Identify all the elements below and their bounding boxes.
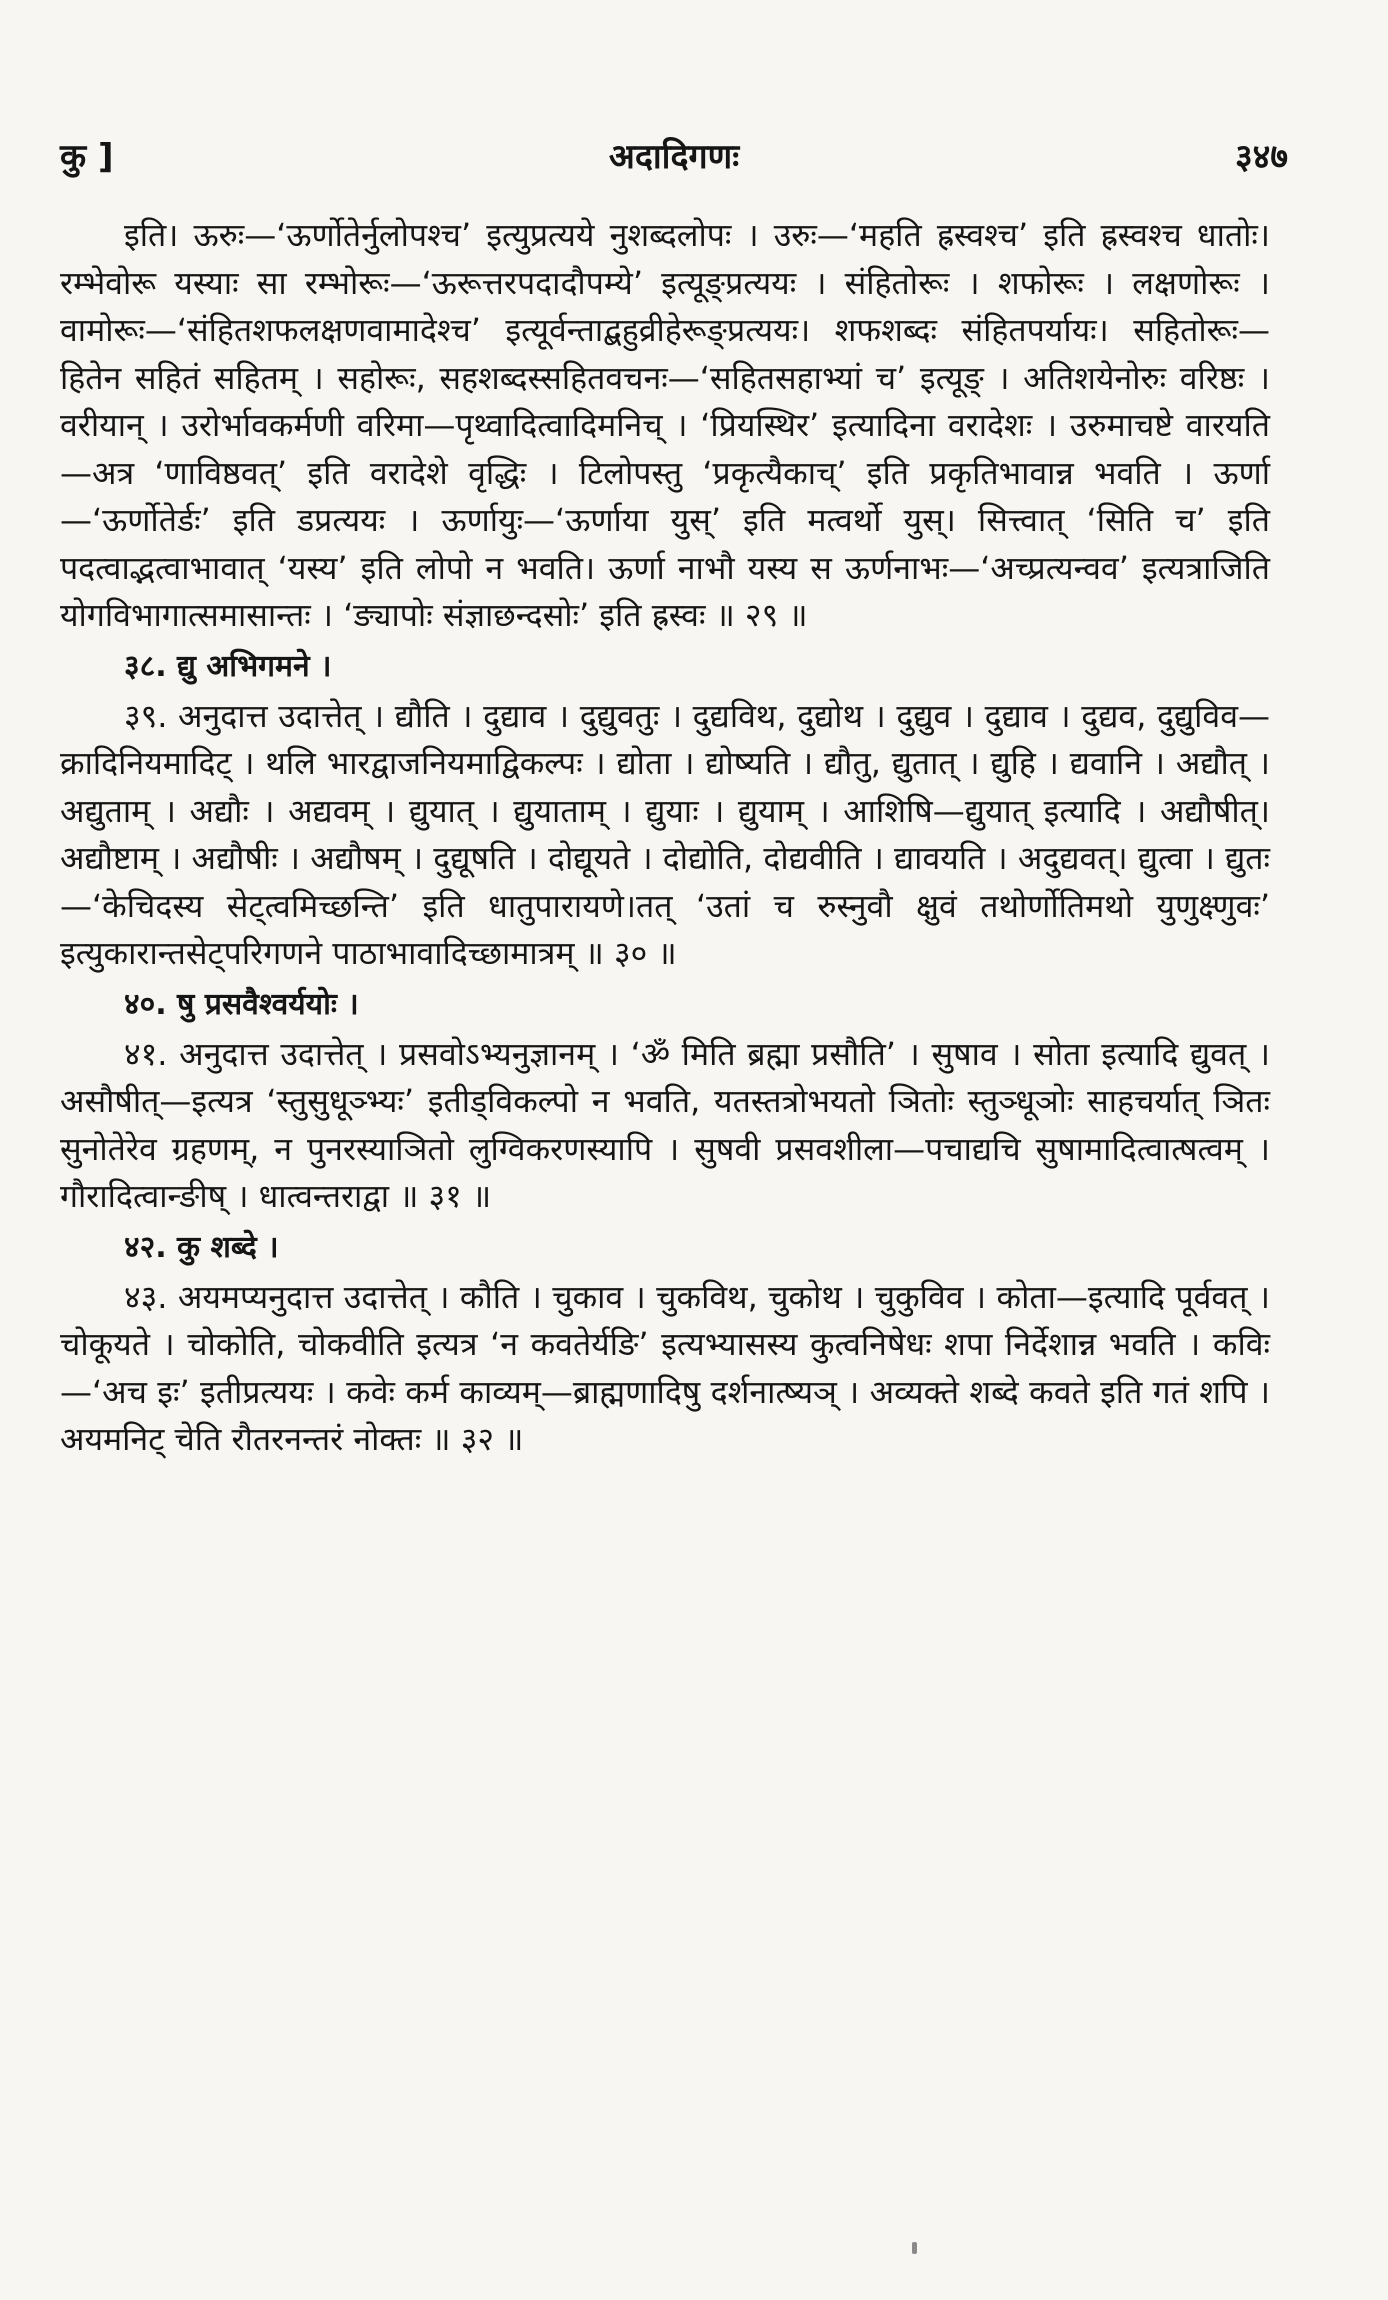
dhatu-heading: ४०. षु प्रसवैश्वर्ययोः । [124, 986, 359, 1022]
page-number: ३४७ [1234, 137, 1288, 177]
section-marker: कु ] [60, 137, 114, 177]
running-title: अदादिगणः [608, 137, 740, 177]
page-body [60, 212, 1270, 1464]
commentary-paragraph: इति। ऊरुः—‘ऊर्णोतेर्नुलोपश्च’ इत्युप्रत्यये नुशब्दलोपः । उरुः—‘महति ह्रस्वश्च’ इति ह्रस्वश्च धातोः। रम्भेवोरू यस्याः सा रम्भोरूः—‘ऊरूत्तरपदादौपम्ये’ इत्यूङ्प्रत्ययः । संहितोरूः । शफोरूः । लक्षणोरूः । वामोरूः—‘संहितशफलक्षणवामादेश्च’ इत्यूर्वन्ताद्बहुव्रीहेरूङ्प्रत्ययः। शफशब्दः संहितपर्यायः। सहितोरूः—हितेन सहितं सहितम् । सहोरूः, सहशब्दस्सहितवचनः—‘सहितसहाभ्यां च’ इत्यूङ् । अतिशयेनोरुः वरिष्ठः । वरीयान् । उरोर्भावकर्मणी वरिमा—पृथ्वादित्वादिमनिच् । ‘प्रियस्थिर’ इत्यादिना वरादेशः । उरुमाचष्टे वारयति—अत्र ‘णाविष्ठवत्’ इति वरादेशे वृद्धिः । टिलोपस्तु ‘प्रकृत्यैकाच्’ इति प्रकृतिभावान्न भवति । ऊर्णा—‘ऊर्णोतेर्डः’ इति डप्रत्ययः । ऊर्णायुः—‘ऊर्णाया युस्’ इति मत्वर्थो युस्। सित्त्वात् ‘सिति च’ इति पदत्वाद्भत्वाभावात् ‘यस्य’ इति लोपो न भवति। ऊर्णा नाभौ यस्य स ऊर्णनाभः—‘अच्प्रत्यन्वव’ इत्यत्राजिति योगविभागात्समासान्तः । ‘ङ्यापोः संज्ञाछन्दसोः’ इति ह्रस्वः ॥ २९ ॥ [60, 216, 1270, 634]
dhatu-heading: ४२. कु शब्दे । [124, 1229, 279, 1265]
dhatu-heading: ३८. द्यु अभिगमने । [124, 648, 332, 684]
ink-speck [912, 2242, 917, 2254]
page-header [60, 132, 1288, 182]
commentary-paragraph: ४१. अनुदात्त उदात्तेत् । प्रसवोऽभ्यनुज्ञानम् । ‘ॐ मिति ब्रह्मा प्रसौति’ । सुषाव । सोता इत्यादि द्युवत् । असौषीत्—इत्यत्र ‘स्तुसुधूञ्भ्यः’ इतीड्विकल्पो न भवति, यतस्तत्रोभयतो ञितोः स्तुञ्धूञोः साहचर्यात् ञितः सुनोतेरेव ग्रहणम्, न पुनरस्याञितो लुग्विकरणस्यापि । सुषवी प्रसवशीला—पचाद्यचि सुषामादित्वात्षत्वम् । गौरादित्वान्ङीष् । धात्वन्तराद्वा ॥ ३१ ॥ [60, 1034, 1270, 1215]
commentary-paragraph: ३९. अनुदात्त उदात्तेत् । द्यौति । दुद्याव । दुद्युवतुः । दुद्यविथ, दुद्योथ । दुद्युव । दुद्याव । दुद्यव, दुद्युविव—क्रादिनियमादिट् । थलि भारद्वाजनियमाद्विकल्पः । द्योता । द्योष्यति । द्यौतु, द्युतात् । द्युहि । द्यवानि । अद्यौत् । अद्युताम् । अद्यौः । अद्यवम् । द्युयात् । द्युयाताम् । द्युयाः । द्युयाम् । आशिषि—द्युयात् इत्यादि । अद्यौषीत्। अद्यौष्टाम् । अद्यौषीः । अद्यौषम् । दुद्यूषति । दोद्यूयते । दोद्योति, दोद्यवीति । द्यावयति । अदुद्यवत्। द्युत्वा । द्युतः—‘केचिदस्य सेट्त्वमिच्छन्ति’ इति धातुपारायणे।तत् ‘उतां च रुस्नुवौ क्षुवं तथोर्णोतिमथो युणुक्ष्णुवः’ इत्युकारान्तसेट्परिगणने पाठाभावादिच्छामात्रम् ॥ ३० ॥ [60, 696, 1270, 972]
commentary-paragraph: ४३. अयमप्यनुदात्त उदात्तेत् । कौति । चुकाव । चुकविथ, चुकोथ । चुकुविव । कोता—इत्यादि पूर्ववत् । चोकूयते । चोकोति, चोकवीति इत्यत्र ‘न कवतेर्यङि’ इत्यभ्यासस्य कुत्वनिषेधः शपा निर्देशान्न भवति । कविः—‘अच इः’ इतीप्रत्ययः । कवेः कर्म काव्यम्—ब्राह्मणादिषु दर्शनात्ष्यञ् । अव्यक्ते शब्दे कवते इति गतं शपि । अयमनिट् चेति रौतरनन्तरं नोक्तः ॥ ३२ ॥ [60, 1277, 1270, 1458]
